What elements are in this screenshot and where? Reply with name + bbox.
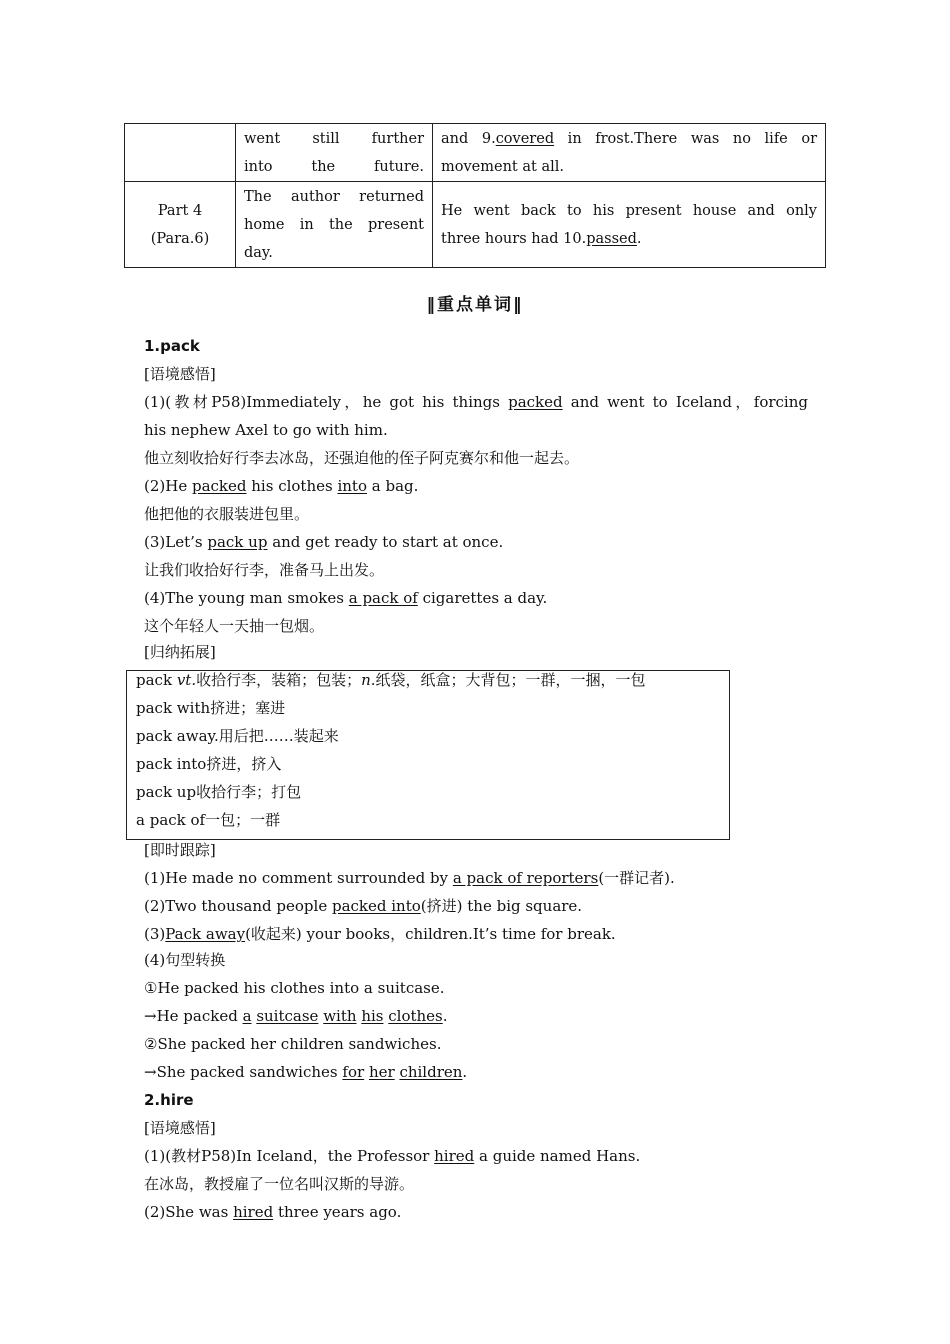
label-context: [语境感悟] — [144, 1119, 216, 1137]
practice-item: (2)Two thousand people packed into(挤进) the big square. — [144, 897, 583, 915]
table-cell-event: The author returned home in the present day. — [236, 182, 433, 268]
table-row — [125, 124, 826, 182]
summary-line: a pack of一包；一群 — [136, 811, 281, 829]
summary-box — [126, 670, 730, 840]
example-sentence: (2)She was hired three years ago. — [144, 1203, 402, 1221]
summary-table — [124, 123, 826, 268]
translation: 让我们收拾好行李，准备马上出发。 — [144, 561, 385, 579]
practice-subitem: ②She packed her children sandwiches. — [144, 1035, 442, 1053]
table-row — [125, 182, 826, 268]
example-sentence: (1)(教材P58)In Iceland，the Professor hired a guide named Hans. — [144, 1147, 641, 1165]
table-cell-detail: He went back to his present house and only three hours had 10.passed. — [433, 182, 826, 268]
summary-line: pack up收拾行李；打包 — [136, 783, 302, 801]
translation: 他立刻收拾好行李去冰岛，还强迫他的侄子阿克赛尔和他一起去。 — [144, 449, 580, 467]
example-sentence: (1)(教材P58)Immediately，he got his things packed and went to Iceland，forcing — [144, 393, 808, 411]
word-heading: 2.hire — [144, 1091, 194, 1109]
table-cell-part: Part 4 (Para.6) — [125, 182, 236, 268]
practice-subitem: ①He packed his clothes into a suitcase. — [144, 979, 445, 997]
practice-answer: →She packed sandwiches for her children. — [144, 1063, 468, 1081]
practice-item: (3)Pack away(收起来) your books，children.It’s time for break. — [144, 925, 616, 943]
word-heading: 1.pack — [144, 337, 200, 355]
summary-line: pack with挤进；塞进 — [136, 699, 286, 717]
practice-item: (1)He made no comment surrounded by a pack of reporters(一群记者). — [144, 869, 675, 887]
practice-answer: →He packed a suitcase with his clothes. — [144, 1007, 448, 1025]
table-cell-detail: and 9.covered in frost.There was no life or movement at all. — [433, 124, 826, 182]
label-context: [语境感悟] — [144, 365, 216, 383]
section-title: ‖重点单词‖ — [426, 295, 524, 315]
answer-blank: covered — [495, 130, 555, 147]
summary-line: pack away.用后把……装起来 — [136, 727, 339, 745]
summary-line: pack into挤进，挤入 — [136, 755, 282, 773]
example-sentence: (3)Let’s pack up and get ready to start at once. — [144, 533, 504, 551]
translation: 他把他的衣服装进包里。 — [144, 505, 310, 523]
example-sentence-cont: his nephew Axel to go with him. — [144, 421, 388, 439]
example-sentence: (4)The young man smokes a pack of cigarettes a day. — [144, 589, 548, 607]
example-sentence: (2)He packed his clothes into a bag. — [144, 477, 419, 495]
translation: 这个年轻人一天抽一包烟。 — [144, 617, 325, 635]
practice-item: (4)句型转换 — [144, 951, 226, 969]
translation: 在冰岛，教授雇了一位名叫汉斯的导游。 — [144, 1175, 415, 1193]
answer-blank: passed — [586, 230, 637, 247]
table-cell-part — [125, 124, 236, 182]
label-practice: [即时跟踪] — [144, 841, 216, 859]
label-summary: [归纳拓展] — [144, 643, 216, 661]
table-cell-event: went still further into the future. — [236, 124, 433, 182]
summary-line: pack vt.收拾行李，装箱；包装；n.纸袋，纸盒；大背包；一群，一捆，一包 — [136, 671, 646, 689]
